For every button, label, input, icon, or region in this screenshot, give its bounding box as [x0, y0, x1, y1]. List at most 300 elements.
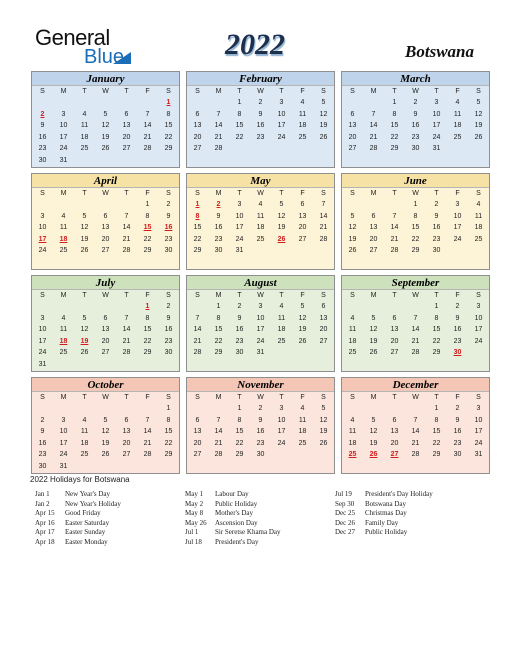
day-cell: 17 — [277, 428, 286, 435]
day-cell: 1 — [434, 405, 439, 412]
month-december — [341, 377, 490, 474]
day-cell: 24 — [59, 145, 68, 152]
day-cell: 8 — [413, 212, 418, 220]
day-cell: 28 — [319, 235, 328, 243]
day-cell: 28 — [193, 349, 202, 356]
day-cell: 10 — [432, 110, 441, 118]
day-cell: 26 — [80, 349, 89, 356]
day-cell: 19 — [319, 122, 328, 129]
day-cell: 8 — [237, 416, 242, 424]
empty-day-cell — [32, 301, 53, 313]
month-name: October — [32, 378, 179, 392]
weekday-header: S — [166, 292, 171, 299]
weekday-header: T — [434, 394, 439, 401]
day-cell: 1 — [434, 303, 439, 310]
day-cell: 10 — [474, 314, 483, 322]
weekday-header: T — [392, 190, 397, 197]
logo-triangle-icon — [113, 52, 131, 64]
weekday-header: S — [321, 190, 326, 197]
day-cell: 26 — [298, 337, 307, 345]
day-cell: 10 — [38, 326, 47, 333]
weekday-header: T — [82, 190, 87, 197]
empty-day-cell — [187, 301, 208, 313]
holiday-name: Easter Monday — [65, 537, 108, 546]
empty-day-cell — [271, 449, 292, 461]
day-cell: 18 — [453, 122, 462, 129]
day-cell: 27 — [319, 337, 328, 345]
month-name: March — [342, 72, 489, 86]
day-cell: 7 — [413, 416, 418, 424]
day-cell: 19 — [101, 133, 110, 141]
day-cell: 12 — [80, 326, 89, 333]
day-cell: 15 — [193, 224, 202, 231]
day-cell: 22 — [411, 235, 420, 243]
day-cell: 29 — [411, 247, 420, 254]
holiday-date: Dec 26 — [335, 518, 356, 527]
day-cell: 19 — [277, 224, 286, 231]
day-cell: 20 — [319, 326, 328, 333]
empty-day-cell — [447, 245, 468, 257]
day-cell: 30 — [214, 247, 223, 254]
day-cell: 23 — [432, 235, 441, 243]
country-title: Botswana — [405, 42, 474, 61]
weekday-header: W — [102, 394, 109, 401]
weekday-header: T — [279, 190, 284, 197]
empty-day-cell — [116, 155, 137, 167]
day-cell: 24 — [432, 133, 441, 141]
empty-day-cell — [158, 155, 179, 167]
empty-day-cell — [95, 359, 116, 371]
empty-day-cell — [95, 199, 116, 211]
holiday-name: Labour Day — [215, 490, 249, 498]
day-cell: 28 — [214, 145, 223, 152]
day-cell: 28 — [369, 145, 378, 152]
holiday-name: Christmas Day — [365, 509, 407, 517]
day-cell: 7 — [371, 110, 376, 118]
month-february — [186, 71, 335, 168]
day-cell: 5 — [300, 303, 305, 310]
weekday-header: F — [455, 88, 460, 95]
day-cell: 8 — [237, 110, 242, 118]
month-june — [341, 173, 490, 270]
day-cell: 8 — [434, 314, 439, 322]
day-cell: 25 — [453, 133, 462, 141]
day-cell: 16 — [214, 224, 223, 231]
day-cell: 2 — [455, 405, 460, 412]
month-november — [186, 377, 335, 474]
weekday-header: W — [102, 88, 109, 95]
weekday-header: W — [412, 190, 419, 197]
day-cell: 5 — [103, 416, 108, 424]
holiday-name: Easter Sunday — [65, 528, 106, 536]
holiday-item — [335, 519, 433, 529]
day-cell: 22 — [390, 133, 399, 141]
holiday-day-cell: 18 — [59, 235, 68, 243]
day-cell: 26 — [80, 247, 89, 254]
day-cell: 22 — [164, 133, 173, 141]
day-cell: 21 — [369, 133, 378, 141]
day-cell: 5 — [350, 212, 355, 220]
day-cell: 6 — [103, 212, 108, 220]
day-cell: 3 — [40, 314, 45, 322]
day-cell: 1 — [166, 405, 171, 412]
day-cell: 16 — [453, 428, 462, 435]
day-cell: 11 — [348, 326, 357, 333]
empty-day-cell — [137, 461, 158, 473]
day-cell: 6 — [103, 314, 108, 322]
day-cell: 24 — [38, 349, 47, 356]
weekday-header: T — [124, 88, 129, 95]
day-cell: 3 — [279, 99, 284, 106]
weekday-header: T — [392, 394, 397, 401]
day-cell: 14 — [411, 326, 420, 333]
weekday-header: S — [321, 88, 326, 95]
day-cell: 25 — [298, 133, 307, 141]
weekday-header: T — [392, 292, 397, 299]
day-cell: 3 — [237, 201, 242, 208]
holiday-name: Good Friday — [65, 509, 101, 517]
weekday-header: F — [455, 190, 460, 197]
day-cell: 22 — [432, 439, 441, 447]
empty-day-cell — [271, 245, 292, 257]
weekday-header: F — [455, 394, 460, 401]
month-october — [31, 377, 180, 474]
day-cell: 15 — [235, 122, 244, 129]
day-cell: 9 — [258, 110, 263, 118]
day-cell: 27 — [122, 451, 131, 458]
empty-day-cell — [74, 359, 95, 371]
day-cell: 10 — [453, 212, 462, 220]
holiday-date: Jul 19 — [335, 490, 352, 498]
day-cell: 12 — [474, 110, 483, 118]
holiday-item — [335, 528, 433, 538]
day-cell: 7 — [124, 212, 129, 220]
day-cell: 6 — [371, 212, 376, 220]
day-cell: 18 — [348, 337, 357, 345]
empty-day-cell — [384, 301, 405, 313]
weekday-header: T — [237, 190, 242, 197]
weekday-header: M — [370, 88, 377, 95]
day-cell: 17 — [474, 326, 483, 333]
day-cell: 4 — [300, 405, 305, 412]
weekday-header: S — [476, 394, 481, 401]
weekday-header: T — [237, 394, 242, 401]
holiday-day-cell: 18 — [59, 337, 68, 345]
day-cell: 3 — [434, 99, 439, 106]
day-cell: 23 — [256, 133, 265, 141]
day-cell: 12 — [319, 416, 328, 424]
day-cell: 20 — [101, 337, 110, 345]
weekday-header: S — [195, 394, 200, 401]
day-cell: 15 — [164, 428, 173, 435]
day-cell: 26 — [101, 451, 110, 458]
day-cell: 4 — [476, 201, 481, 208]
day-cell: 10 — [277, 416, 286, 424]
weekday-header: S — [166, 190, 171, 197]
day-cell: 29 — [193, 247, 202, 254]
weekday-header: T — [279, 394, 284, 401]
empty-day-cell — [116, 359, 137, 371]
weekday-header: M — [370, 394, 377, 401]
day-cell: 20 — [348, 133, 357, 141]
weekday-header: F — [145, 190, 150, 197]
day-cell: 31 — [256, 349, 265, 356]
day-cell: 28 — [390, 247, 399, 254]
weekday-header: S — [350, 190, 355, 197]
day-cell: 13 — [390, 428, 399, 435]
holiday-name: New Year's Holiday — [65, 499, 121, 508]
day-cell: 21 — [319, 224, 328, 231]
day-cell: 28 — [411, 349, 420, 356]
empty-day-cell — [468, 347, 489, 359]
empty-day-cell — [74, 461, 95, 473]
day-cell: 19 — [369, 439, 378, 447]
day-cell: 6 — [124, 110, 129, 118]
holiday-item — [335, 490, 433, 500]
holiday-item — [35, 509, 121, 519]
day-cell: 16 — [164, 326, 173, 333]
empty-day-cell — [384, 199, 405, 211]
weekday-header: S — [195, 88, 200, 95]
empty-day-cell — [137, 359, 158, 371]
holiday-item — [35, 490, 121, 500]
day-cell: 13 — [319, 314, 328, 322]
day-cell: 9 — [237, 314, 242, 322]
weekday-header: T — [82, 88, 87, 95]
day-cell: 23 — [235, 337, 244, 345]
holiday-name: Ascension Day — [215, 518, 258, 527]
holiday-day-cell: 25 — [348, 451, 357, 458]
day-cell: 8 — [145, 314, 150, 322]
empty-day-cell — [32, 403, 53, 415]
day-cell: 25 — [474, 235, 483, 243]
day-cell: 8 — [434, 416, 439, 424]
day-cell: 2 — [166, 303, 171, 310]
holidays-title: 2022 Holidays for Botswana — [30, 475, 130, 484]
empty-day-cell — [74, 155, 95, 167]
day-cell: 20 — [122, 133, 131, 141]
empty-day-cell — [116, 461, 137, 473]
day-cell: 27 — [298, 235, 307, 243]
day-cell: 15 — [432, 326, 441, 333]
day-cell: 12 — [369, 428, 378, 435]
day-cell: 10 — [59, 428, 68, 435]
day-cell: 9 — [216, 212, 221, 220]
empty-day-cell — [53, 199, 74, 211]
day-cell: 20 — [298, 224, 307, 231]
day-cell: 31 — [59, 462, 68, 470]
day-cell: 29 — [390, 145, 399, 152]
day-cell: 5 — [82, 314, 87, 322]
empty-day-cell — [292, 143, 313, 155]
day-cell: 7 — [145, 416, 150, 424]
day-cell: 6 — [350, 110, 355, 118]
day-cell: 13 — [122, 122, 131, 129]
day-cell: 14 — [411, 428, 420, 435]
month-january — [31, 71, 180, 168]
day-cell: 25 — [298, 439, 307, 447]
day-cell: 19 — [348, 235, 357, 243]
holiday-date: Jan 1 — [35, 490, 50, 498]
day-cell: 30 — [235, 349, 244, 356]
day-cell: 30 — [164, 349, 173, 356]
weekday-header: M — [215, 190, 222, 197]
weekday-header: S — [195, 190, 200, 197]
day-cell: 2 — [166, 201, 171, 208]
weekday-header: S — [195, 292, 200, 299]
day-cell: 1 — [237, 405, 242, 412]
day-cell: 24 — [38, 247, 47, 254]
holiday-date: Dec 27 — [335, 528, 356, 536]
holiday-name: Public Holiday — [215, 499, 258, 508]
month-name: June — [342, 174, 489, 188]
day-cell: 22 — [164, 439, 173, 447]
day-cell: 14 — [143, 122, 152, 129]
day-cell: 27 — [369, 247, 378, 254]
empty-day-cell — [229, 143, 250, 155]
weekday-header: S — [321, 292, 326, 299]
empty-day-cell — [53, 403, 74, 415]
weekday-header: S — [40, 394, 45, 401]
month-name: November — [187, 378, 334, 392]
day-cell: 4 — [61, 314, 66, 322]
empty-day-cell — [342, 199, 363, 211]
day-cell: 24 — [256, 337, 265, 345]
holiday-date: Sep 30 — [335, 499, 355, 508]
day-cell: 21 — [411, 337, 420, 345]
holiday-date: Apr 15 — [35, 509, 55, 517]
day-cell: 22 — [143, 337, 152, 345]
weekday-header: M — [370, 292, 377, 299]
holiday-item — [185, 509, 281, 519]
day-cell: 6 — [195, 416, 200, 424]
weekday-header: T — [392, 88, 397, 95]
day-cell: 25 — [80, 145, 89, 152]
day-cell: 6 — [300, 201, 305, 208]
day-cell: 4 — [82, 110, 87, 118]
day-cell: 15 — [390, 122, 399, 129]
empty-day-cell — [74, 199, 95, 211]
day-cell: 21 — [193, 337, 202, 345]
day-cell: 20 — [122, 439, 131, 447]
day-cell: 14 — [390, 224, 399, 231]
holiday-day-cell: 16 — [164, 224, 173, 231]
day-cell: 13 — [122, 428, 131, 435]
holiday-item — [35, 528, 121, 538]
holiday-date: Apr 16 — [35, 518, 55, 527]
day-cell: 25 — [277, 337, 286, 345]
day-cell: 11 — [298, 110, 307, 118]
weekday-header: W — [412, 88, 419, 95]
weekday-header: M — [370, 190, 377, 197]
holiday-name: Botswana Day — [365, 499, 407, 508]
day-cell: 31 — [59, 156, 68, 164]
empty-day-cell — [405, 301, 426, 313]
day-cell: 23 — [164, 235, 173, 243]
empty-day-cell — [32, 97, 53, 109]
holiday-day-cell: 30 — [453, 349, 462, 356]
empty-day-cell — [95, 301, 116, 313]
day-cell: 30 — [432, 247, 441, 254]
holiday-day-cell: 1 — [166, 99, 171, 106]
weekday-header: T — [434, 292, 439, 299]
holiday-date: Apr 17 — [35, 528, 55, 536]
empty-day-cell — [250, 245, 271, 257]
empty-day-cell — [342, 97, 363, 109]
day-cell: 27 — [122, 145, 131, 152]
day-cell: 22 — [235, 133, 244, 141]
empty-day-cell — [53, 301, 74, 313]
month-april — [31, 173, 180, 270]
weekday-header: T — [124, 394, 129, 401]
empty-day-cell — [74, 301, 95, 313]
empty-day-cell — [137, 403, 158, 415]
day-cell: 28 — [143, 451, 152, 458]
day-cell: 3 — [61, 110, 66, 118]
day-cell: 9 — [166, 314, 171, 322]
empty-day-cell — [342, 403, 363, 415]
day-cell: 11 — [59, 224, 68, 231]
day-cell: 20 — [390, 439, 399, 447]
day-cell: 29 — [432, 349, 441, 356]
day-cell: 8 — [216, 314, 221, 322]
empty-day-cell — [116, 403, 137, 415]
day-cell: 19 — [80, 235, 89, 243]
day-cell: 23 — [164, 337, 173, 345]
holiday-name: Sir Seretse Khama Day — [215, 528, 281, 536]
day-cell: 13 — [193, 428, 202, 435]
day-cell: 21 — [411, 439, 420, 447]
holiday-date: May 1 — [185, 490, 204, 498]
day-cell: 24 — [277, 133, 286, 141]
day-cell: 29 — [164, 451, 173, 458]
empty-day-cell — [158, 461, 179, 473]
day-cell: 31 — [474, 451, 483, 458]
empty-day-cell — [208, 403, 229, 415]
month-september — [341, 275, 490, 372]
weekday-header: F — [145, 292, 150, 299]
day-cell: 7 — [145, 110, 150, 118]
empty-day-cell — [363, 301, 384, 313]
weekday-header: T — [237, 88, 242, 95]
day-cell: 8 — [166, 416, 171, 424]
day-cell: 25 — [348, 349, 357, 356]
holiday-date: May 2 — [185, 499, 204, 508]
day-cell: 23 — [38, 451, 47, 458]
day-cell: 1 — [392, 99, 397, 106]
day-cell: 17 — [474, 428, 483, 435]
day-cell: 7 — [216, 416, 221, 424]
weekday-header: W — [257, 292, 264, 299]
empty-day-cell — [208, 97, 229, 109]
holiday-item — [335, 509, 433, 519]
day-cell: 18 — [348, 439, 357, 447]
day-cell: 9 — [413, 110, 418, 118]
day-cell: 8 — [145, 212, 150, 220]
weekday-header: S — [350, 394, 355, 401]
day-cell: 17 — [59, 133, 68, 141]
day-cell: 20 — [390, 337, 399, 345]
day-cell: 15 — [214, 326, 223, 333]
day-cell: 9 — [40, 122, 45, 129]
holiday-day-cell: 15 — [143, 224, 152, 231]
day-cell: 23 — [214, 235, 223, 243]
day-cell: 15 — [164, 122, 173, 129]
day-cell: 12 — [369, 326, 378, 333]
day-cell: 19 — [298, 326, 307, 333]
empty-day-cell — [313, 449, 334, 461]
day-cell: 1 — [145, 201, 150, 208]
